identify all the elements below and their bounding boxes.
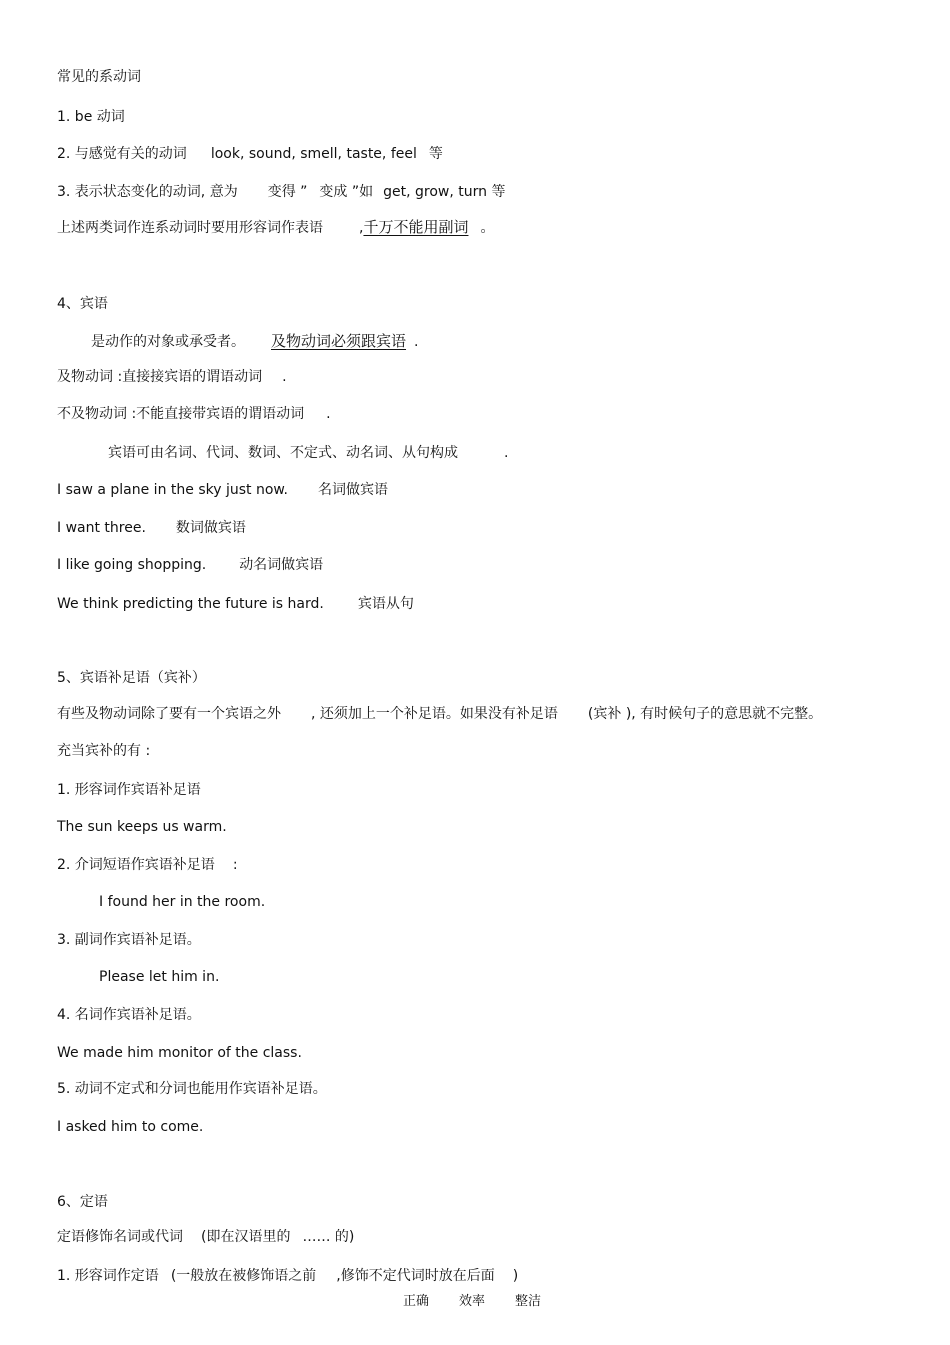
text: (即在汉语里的	[201, 1229, 291, 1245]
complement-adverb: 3. 副词作宾语补足语。	[57, 932, 201, 948]
item-be-verb: 1. be 动词	[57, 109, 125, 125]
text: ,修饰不定代词时放在后面	[336, 1268, 495, 1284]
text: We think predicting the future is hard.	[57, 596, 324, 612]
heading-object: 4、宾语	[57, 296, 108, 312]
emphasis-text: 及物动词必须跟宾语	[271, 332, 407, 350]
text: 宾语可由名词、代词、数词、不定式、动名词、从句构成	[108, 445, 458, 461]
text: get, grow, turn 等	[383, 184, 506, 200]
heading-object-complement: 5、宾语补足语（宾补）	[57, 670, 206, 686]
text: 是动作的对象或承受者。	[91, 334, 245, 350]
text: 3. 表示状态变化的动词, 意为	[57, 184, 238, 200]
text: 变得 ”	[267, 184, 308, 200]
transitive-verb-definition	[57, 368, 287, 386]
example-infinitive-complement: I asked him to come.	[57, 1119, 204, 1135]
text: 宾语从句	[357, 596, 414, 612]
item-change-verbs	[57, 183, 505, 201]
text: (一般放在被修饰语之前	[170, 1268, 317, 1284]
attributive-adjective	[57, 1267, 518, 1285]
text: (宾补 ), 有时候句子的意思就不完整。	[587, 706, 823, 722]
complement-prepositional-phrase	[57, 856, 238, 874]
complement-noun: 4. 名词作宾语补足语。	[57, 1007, 201, 1023]
example-numeral-object	[57, 519, 246, 537]
text: .	[414, 334, 419, 350]
heading-linking-verbs: 常见的系动词	[57, 69, 141, 85]
text: 等	[428, 146, 443, 162]
complement-definition	[57, 705, 822, 723]
text: 定语修饰名词或代词	[57, 1229, 183, 1245]
text: 2. 介词短语作宾语补足语	[57, 857, 215, 873]
text: )	[512, 1268, 519, 1284]
text: 1. 形容词作定语	[57, 1268, 159, 1284]
text: 。	[480, 220, 495, 236]
item-sense-verbs	[57, 145, 443, 163]
text: :	[232, 857, 238, 873]
text: 有些及物动词除了要有一个宾语之外	[57, 706, 281, 722]
example-gerund-object	[57, 556, 323, 574]
text: …… 的)	[302, 1229, 355, 1245]
text: ,	[359, 220, 364, 236]
complement-types-intro: 充当宾补的有 :	[57, 743, 151, 759]
footer-item: 整洁	[515, 1294, 542, 1309]
text: 数词做宾语	[175, 520, 246, 536]
note-no-adverb	[57, 218, 494, 237]
example-noun-object	[57, 481, 388, 499]
text: 不及物动词 :不能直接带宾语的谓语动词	[57, 406, 305, 422]
example-adverb-complement: Please let him in.	[99, 969, 220, 985]
emphasis-text: 千万不能用副词	[363, 218, 469, 236]
object-definition	[91, 332, 418, 351]
footer-item: 效率	[459, 1294, 486, 1309]
complement-adjective: 1. 形容词作宾语补足语	[57, 782, 201, 798]
footer-item: 正确	[403, 1294, 430, 1309]
example-object-clause	[57, 595, 414, 613]
text: I want three.	[57, 520, 146, 536]
example-noun-complement: We made him monitor of the class.	[57, 1045, 302, 1061]
complement-infinitive-participle: 5. 动词不定式和分词也能用作宾语补足语。	[57, 1081, 327, 1097]
page-footer	[403, 1292, 571, 1311]
text: 上述两类词作连系动词时要用形容词作表语	[57, 220, 323, 236]
text: , 还须加上一个补足语。如果没有补足语	[311, 706, 558, 722]
text: look, sound, smell, taste, feel	[210, 146, 417, 162]
text: I saw a plane in the sky just now.	[57, 482, 288, 498]
text: 及物动词 :直接接宾语的谓语动词	[57, 369, 263, 385]
object-forms	[108, 444, 508, 462]
text: .	[282, 369, 287, 385]
example-adjective-complement: The sun keeps us warm.	[57, 819, 227, 835]
text: 变成 ”如	[319, 184, 374, 200]
text: 名词做宾语	[318, 482, 388, 498]
example-prepositional-complement: I found her in the room.	[99, 894, 266, 910]
heading-attributive: 6、定语	[57, 1194, 108, 1210]
attributive-definition	[57, 1228, 354, 1246]
text: 2. 与感觉有关的动词	[57, 146, 187, 162]
text: 动名词做宾语	[239, 557, 324, 573]
text: .	[504, 445, 509, 461]
intransitive-verb-definition	[57, 405, 331, 423]
text: I like going shopping.	[57, 557, 207, 573]
text: .	[326, 406, 331, 422]
